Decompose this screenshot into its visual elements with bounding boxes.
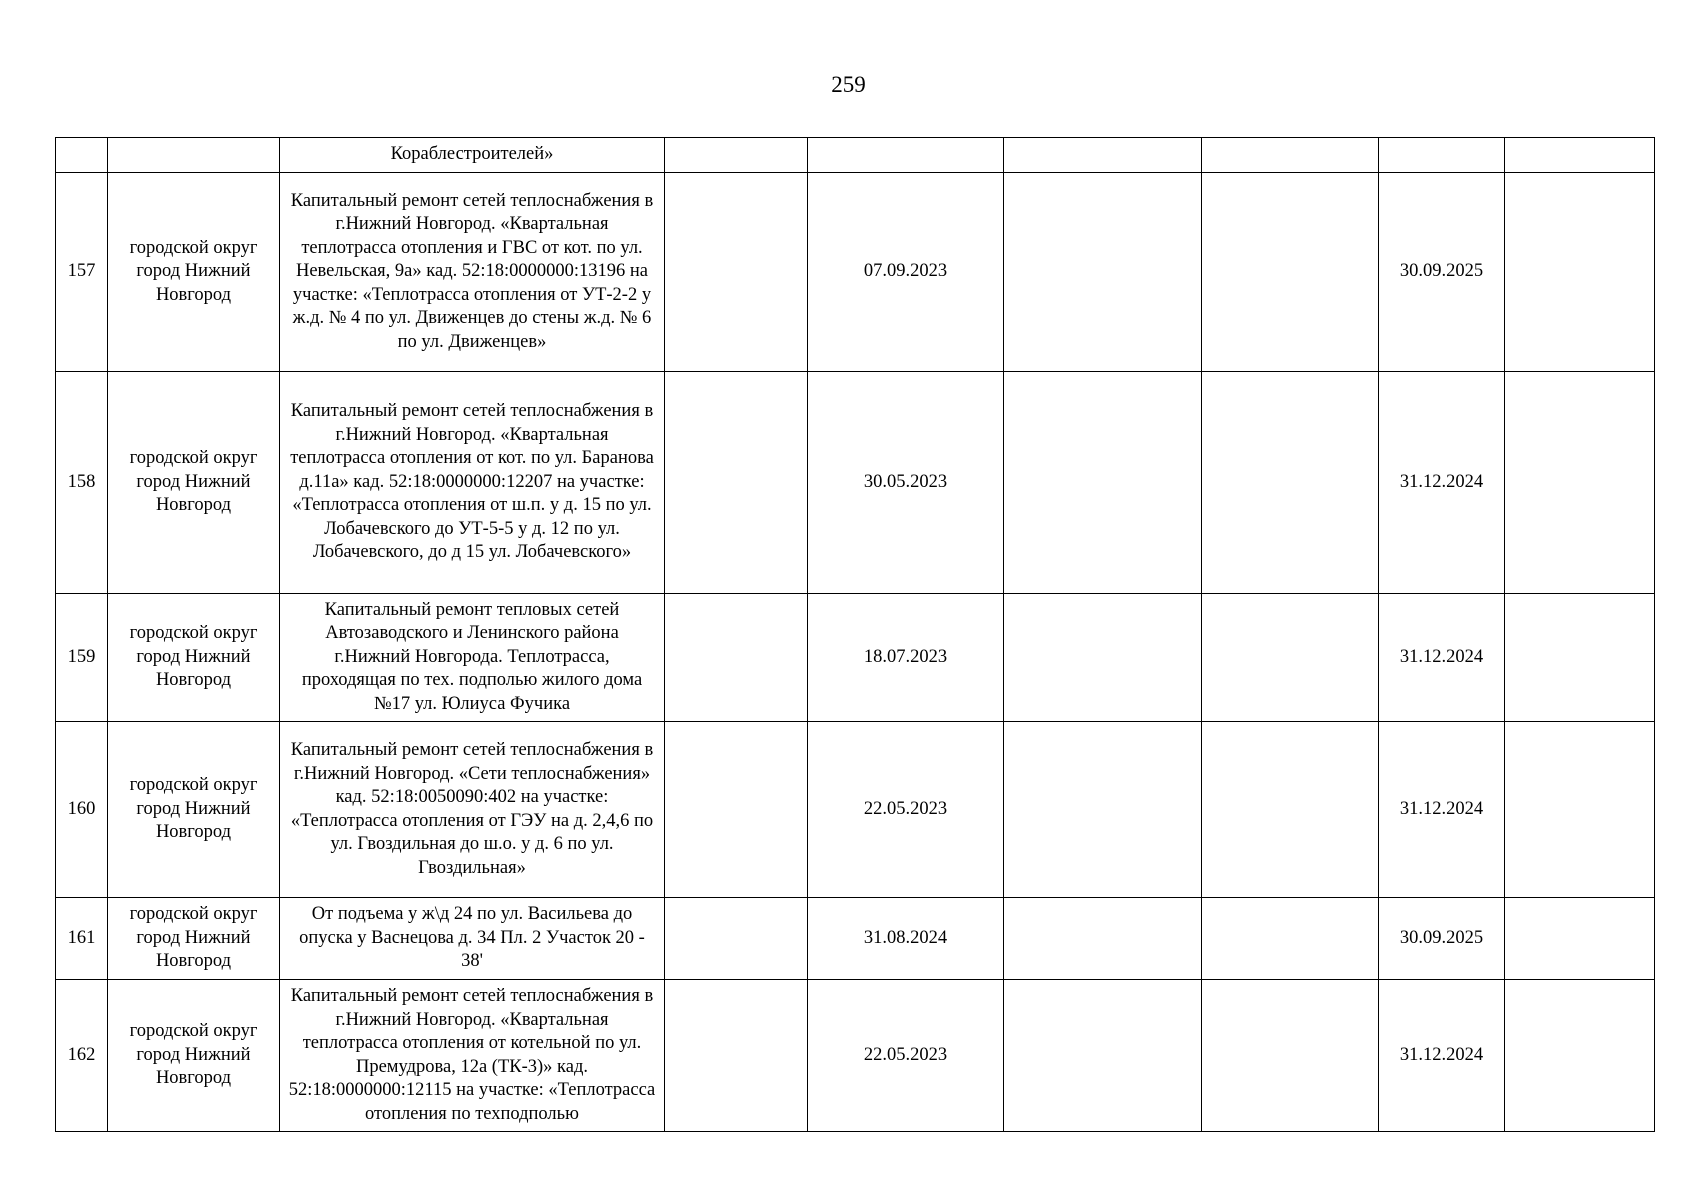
continuation-row	[56, 138, 1655, 173]
row-number: 159	[56, 594, 108, 722]
row-number: 157	[56, 173, 108, 372]
start-date-cell: 30.05.2023	[808, 372, 1004, 594]
empty-cell	[1004, 173, 1202, 372]
empty-cell	[1004, 722, 1202, 898]
end-date-cell: 31.12.2024	[1379, 372, 1505, 594]
description-cell: Капитальный ремонт сетей теплоснабжения в г.Нижний Новгород. «Квартальная теплотрасса отопления и ГВС от кот. по ул. Невельская, 9а» кад. 52:18:0000000:13196 на участке: «Теплотрасса отопления от УТ-2-2 у ж.д. № 4 по ул. Движенцев до стены ж.д. № 6 по ул. Движенцев»	[280, 173, 665, 372]
end-date-cell	[1379, 138, 1505, 173]
municipality-cell: городской округ город Нижний Новгород	[108, 898, 280, 980]
description-cell: Капитальный ремонт сетей теплоснабжения в г.Нижний Новгород. «Квартальная теплотрасса отопления от котельной по ул. Премудрова, 12а (ТК-3)» кад. 52:18:0000000:12115 на участке: «Теплотрасса отопления по техподполью	[280, 980, 665, 1132]
empty-cell	[665, 173, 808, 372]
empty-cell	[1004, 898, 1202, 980]
start-date-cell: 22.05.2023	[808, 980, 1004, 1132]
empty-cell	[1202, 722, 1379, 898]
empty-cell	[665, 898, 808, 980]
municipality-cell	[108, 138, 280, 173]
start-date-cell: 22.05.2023	[808, 722, 1004, 898]
empty-cell	[665, 372, 808, 594]
end-date-cell: 30.09.2025	[1379, 898, 1505, 980]
table-row	[56, 173, 1655, 372]
table-row	[56, 722, 1655, 898]
empty-cell	[1004, 980, 1202, 1132]
end-date-cell: 30.09.2025	[1379, 173, 1505, 372]
empty-cell	[1004, 594, 1202, 722]
empty-cell	[1202, 173, 1379, 372]
empty-cell	[1004, 372, 1202, 594]
municipality-cell: городской округ город Нижний Новгород	[108, 980, 280, 1132]
empty-cell	[1202, 980, 1379, 1132]
end-date-cell: 31.12.2024	[1379, 722, 1505, 898]
page-number: 259	[831, 72, 866, 97]
end-date-cell: 31.12.2024	[1379, 980, 1505, 1132]
municipality-cell: городской округ город Нижний Новгород	[108, 722, 280, 898]
num-cell	[56, 138, 108, 173]
empty-cell	[665, 594, 808, 722]
start-date-cell	[808, 138, 1004, 173]
description-cell: Капитальный ремонт сетей теплоснабжения в г.Нижний Новгород. «Квартальная теплотрасса отопления от кот. по ул. Баранова д.11а» кад. 52:18:0000000:12207 на участке: «Теплотрасса отопления от ш.п. у д. 15 по ул. Лобачевского до УТ-5-5 у д. 12 по ул. Лобачевского, до д 15 ул. Лобачевского»	[280, 372, 665, 594]
empty-cell	[1505, 898, 1655, 980]
start-date-cell: 18.07.2023	[808, 594, 1004, 722]
description-cell: Капитальный ремонт сетей теплоснабжения в г.Нижний Новгород. «Сети теплоснабжения» кад. 52:18:0050090:402 на участке: «Теплотрасса отопления от ГЭУ на д. 2,4,6 по ул. Гвоздильная до ш.о. у д. 6 по ул. Гвоздильная»	[280, 722, 665, 898]
table-row	[56, 372, 1655, 594]
municipality-cell: городской округ город Нижний Новгород	[108, 594, 280, 722]
description-cell: От подъема у ж\д 24 по ул. Васильева до опуска у Васнецова д. 34 Пл. 2 Участок 20 - 38'	[280, 898, 665, 980]
empty-cell	[1004, 138, 1202, 173]
empty-cell	[1505, 372, 1655, 594]
empty-cell	[1202, 138, 1379, 173]
empty-cell	[1202, 594, 1379, 722]
empty-cell	[665, 722, 808, 898]
empty-cell	[1505, 594, 1655, 722]
table-row	[56, 898, 1655, 980]
empty-cell	[1505, 980, 1655, 1132]
row-number: 161	[56, 898, 108, 980]
empty-cell	[665, 138, 808, 173]
description-cell: Капитальный ремонт тепловых сетей Автозаводского и Ленинского района г.Нижний Новгорода. Теплотрасса, проходящая по тех. подполью жилого дома №17 ул. Юлиуса Фучика	[280, 594, 665, 722]
empty-cell	[1505, 173, 1655, 372]
empty-cell	[1202, 372, 1379, 594]
end-date-cell: 31.12.2024	[1379, 594, 1505, 722]
empty-cell	[1505, 138, 1655, 173]
municipality-cell: городской округ город Нижний Новгород	[108, 372, 280, 594]
start-date-cell: 31.08.2024	[808, 898, 1004, 980]
row-number: 160	[56, 722, 108, 898]
row-number: 162	[56, 980, 108, 1132]
row-number: 158	[56, 372, 108, 594]
table-row	[56, 594, 1655, 722]
start-date-cell: 07.09.2023	[808, 173, 1004, 372]
description-cell: Кораблестроителей»	[280, 138, 665, 173]
table-row	[56, 980, 1655, 1132]
works-table	[55, 137, 1655, 1132]
empty-cell	[1202, 898, 1379, 980]
empty-cell	[665, 980, 808, 1132]
municipality-cell: городской округ город Нижний Новгород	[108, 173, 280, 372]
empty-cell	[1505, 722, 1655, 898]
